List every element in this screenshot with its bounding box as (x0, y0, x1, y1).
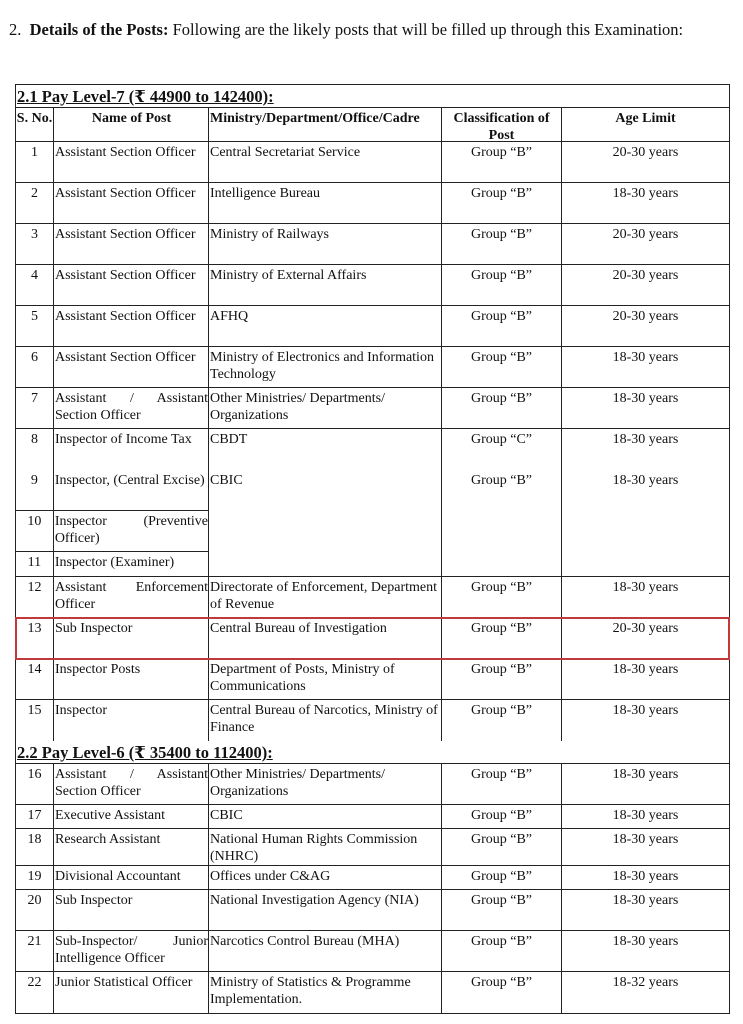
cell-group: Group “B” (442, 347, 562, 387)
merged-cbic-group (16, 470, 729, 577)
cell-sno: 20 (16, 890, 54, 930)
table-row (16, 511, 208, 552)
cell-age: 18-30 years (612, 391, 679, 406)
cell-age: 20-30 years (612, 227, 679, 242)
table-row (16, 306, 729, 347)
cell-group: Group “B” (442, 183, 562, 223)
table-row (16, 700, 729, 741)
cell-age: 20-30 years (612, 145, 679, 160)
cell-group: Group “C” (442, 429, 562, 470)
cell-post-name: Executive Assistant (54, 805, 209, 828)
cell-post-name: Assistant / Assistant Section Officer (54, 388, 209, 428)
cell-group: Group “B” (442, 972, 562, 1013)
cell-sno: 9 (16, 470, 54, 510)
table-row (16, 890, 729, 931)
cell-post-name: Research Assistant (54, 829, 209, 865)
cell-age: 18-30 years (612, 186, 679, 201)
cell-post-name: Divisional Accountant (54, 866, 209, 889)
cell-ministry: Central Bureau of Investigation (209, 618, 442, 658)
intro-number: 2. (9, 20, 22, 39)
cell-ministry: Central Secretariat Service (209, 142, 442, 182)
table-row (16, 224, 729, 265)
cell-sno: 13 (16, 618, 54, 658)
cell-group: Group “B” (442, 931, 562, 971)
cell-group: Group “B” (442, 224, 562, 264)
cell-age: 18-30 years (612, 703, 679, 718)
cell-ministry: CBDT (209, 429, 442, 470)
cell-sno: 16 (16, 764, 54, 804)
table-row (16, 866, 729, 890)
table-row (16, 265, 729, 306)
table-row (16, 552, 208, 576)
table-row (16, 577, 729, 618)
cell-post-name: Assistant Section Officer (54, 183, 209, 223)
cell-group: Group “B” (442, 142, 562, 182)
section-title: 2.1 Pay Level-7 (₹ 44900 to 142400): (17, 87, 274, 106)
cell-sno: 19 (16, 866, 54, 889)
cell-sno: 5 (16, 306, 54, 346)
table-row (16, 805, 729, 829)
table-header-row (16, 108, 729, 142)
table-row (16, 931, 729, 972)
cell-ministry: AFHQ (209, 306, 442, 346)
table-row (16, 142, 729, 183)
cell-age: 18-30 years (612, 832, 679, 847)
header-sno: S. No. (16, 108, 54, 141)
cell-post-name: Inspector of Income Tax (54, 429, 209, 470)
cell-group: Group “B” (442, 890, 562, 930)
cell-ministry: Central Bureau of Narcotics, Ministry of Finance (209, 700, 442, 741)
cell-sno: 6 (16, 347, 54, 387)
cell-ministry: CBIC (209, 805, 442, 828)
cell-age: 18-30 years (612, 808, 679, 823)
cell-sno: 1 (16, 142, 54, 182)
cell-post-name: Junior Statistical Officer (54, 972, 209, 1013)
cell-age: 18-30 years (612, 767, 679, 782)
cell-post-name: Inspector (54, 700, 209, 741)
intro-heading: Details of the Posts: (29, 20, 169, 39)
cell-ministry: Ministry of Railways (209, 224, 442, 264)
cell-sno: 10 (16, 511, 54, 551)
cell-sno: 7 (16, 388, 54, 428)
cell-post-name: Inspector, (Central Excise) (54, 473, 205, 488)
table-row (16, 470, 208, 511)
cell-sno: 15 (16, 700, 54, 741)
cell-age: 18-30 years (612, 662, 679, 677)
cell-post-name: Assistant Section Officer (54, 142, 209, 182)
table-row (16, 659, 729, 700)
cell-group: Group “B” (442, 700, 562, 741)
cell-ministry: Ministry of Statistics & Programme Implementation. (209, 972, 442, 1013)
header-ministry: Ministry/Department/Office/Cadre (209, 108, 442, 141)
cell-post-name: Sub Inspector (54, 618, 209, 658)
table-row (16, 972, 729, 1013)
cell-post-name: Assistant / Assistant Section Officer (54, 764, 209, 804)
cell-age: 20-30 years (612, 309, 679, 324)
cell-age: 18-30 years (612, 432, 679, 447)
cell-sno: 22 (16, 972, 54, 1013)
cell-ministry: Narcotics Control Bureau (MHA) (209, 931, 442, 971)
cell-group: Group “B” (442, 265, 562, 305)
cell-sno: 17 (16, 805, 54, 828)
cell-ministry: Other Ministries/ Departments/ Organizations (209, 388, 442, 428)
cell-sno: 21 (16, 931, 54, 971)
cell-ministry: Ministry of External Affairs (209, 265, 442, 305)
cell-group: Group “B” (442, 866, 562, 889)
cell-sno: 18 (16, 829, 54, 865)
cell-ministry: Ministry of Electronics and Information Technology (209, 347, 442, 387)
table-row (16, 618, 729, 659)
cell-group: Group “B” (442, 470, 562, 576)
table-row (16, 388, 729, 429)
section-title: 2.2 Pay Level-6 (₹ 35400 to 112400): (17, 743, 273, 762)
table-row (16, 183, 729, 224)
cell-age: 18-30 years (612, 350, 679, 365)
cell-post-name: Assistant Section Officer (54, 347, 209, 387)
cell-post-name: Assistant Section Officer (54, 306, 209, 346)
cell-ministry: National Investigation Agency (NIA) (209, 890, 442, 930)
section-heading-pay-level-6 (16, 741, 729, 764)
cell-ministry: Department of Posts, Ministry of Communications (209, 659, 442, 699)
cell-age: 20-30 years (612, 621, 679, 636)
cell-post-name: Inspector Posts (54, 659, 209, 699)
cell-ministry: Other Ministries/ Departments/ Organizations (209, 764, 442, 804)
cell-post-name: Sub Inspector (54, 890, 209, 930)
cell-sno: 12 (16, 577, 54, 617)
cell-sno: 11 (16, 552, 54, 576)
table-row (16, 829, 729, 866)
cell-group: Group “B” (442, 388, 562, 428)
cell-sno: 2 (16, 183, 54, 223)
cell-group: Group “B” (442, 577, 562, 617)
table-row (16, 347, 729, 388)
cell-age: 18-30 years (612, 893, 679, 908)
cell-sno: 4 (16, 265, 54, 305)
intro-paragraph (9, 19, 731, 40)
cell-post-name: Inspector (Examiner) (54, 555, 175, 570)
cell-age: 18-32 years (612, 975, 679, 990)
cell-ministry: National Human Rights Commission (NHRC) (209, 829, 442, 865)
cell-age: 18-30 years (612, 934, 679, 949)
cell-ministry: Directorate of Enforcement, Department of Revenue (209, 577, 442, 617)
table-row (16, 429, 729, 470)
cell-group: Group “B” (442, 805, 562, 828)
header-name: Name of Post (54, 108, 209, 141)
cell-group: Group “B” (442, 618, 562, 658)
cell-post-name: Sub-Inspector/ Junior Intelligence Officer (54, 931, 209, 971)
cell-group: Group “B” (442, 829, 562, 865)
cell-sno: 14 (16, 659, 54, 699)
header-classification: Classification of Post (442, 108, 562, 141)
cell-post-name: Assistant Section Officer (54, 224, 209, 264)
intro-text: Following are the likely posts that will be filled up through this Examination: (172, 20, 684, 39)
cell-age: 20-30 years (612, 268, 679, 283)
cell-group: Group “B” (442, 659, 562, 699)
cell-sno: 3 (16, 224, 54, 264)
cell-ministry: Offices under C&AG (209, 866, 442, 889)
cell-group: Group “B” (442, 764, 562, 804)
cell-ministry: CBIC (209, 470, 442, 576)
table-row (16, 764, 729, 805)
cell-sno: 8 (16, 429, 54, 470)
cell-ministry: Intelligence Bureau (209, 183, 442, 223)
section-heading-pay-level-7 (16, 85, 729, 108)
cell-post-name: Assistant Section Officer (54, 265, 209, 305)
cell-age: 18-30 years (612, 869, 679, 884)
cell-age: 18-30 years (612, 580, 679, 595)
posts-table (15, 84, 730, 1014)
cell-age: 18-30 years (612, 473, 679, 488)
cell-post-name: Inspector (Preventive Officer) (54, 514, 208, 546)
cell-group: Group “B” (442, 306, 562, 346)
cell-post-name: Assistant Enforcement Officer (54, 577, 209, 617)
header-age: Age Limit (615, 111, 676, 126)
